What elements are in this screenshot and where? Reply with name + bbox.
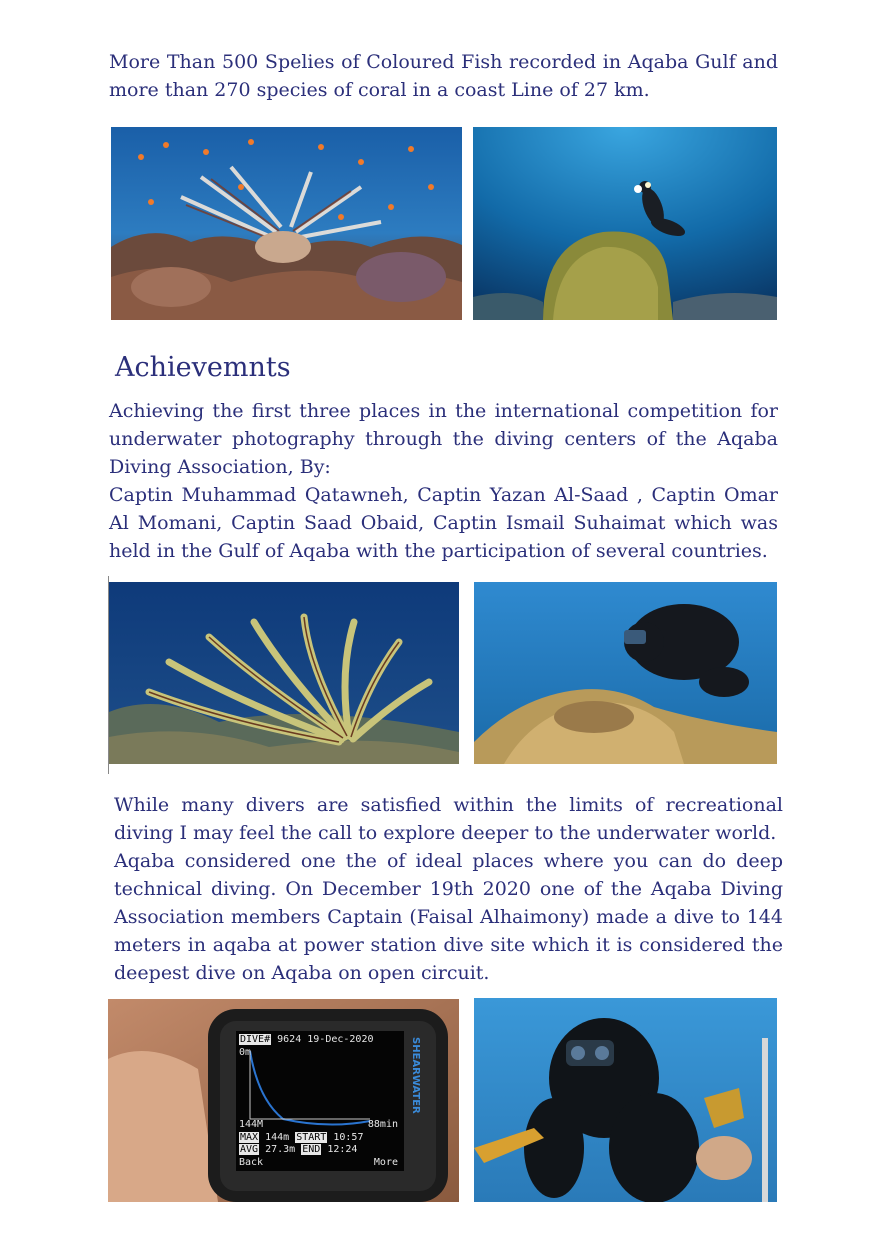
- dive-label: DIVE#: [240, 1034, 271, 1045]
- max-depth-axis-label: 144M: [239, 1119, 264, 1130]
- duration-label: 88min: [367, 1119, 398, 1130]
- achievements-paragraph-1: Achieving the first three places in the international competition for underwater photography through the diving centers of the Aqaba Diving Association, By:: [109, 400, 778, 478]
- lionfish-reef-photo: [111, 127, 462, 320]
- end-time: 12:24: [327, 1144, 358, 1155]
- deep-dive-paragraph-2: Aqaba considered one the of ideal places where you can do deep technical diving. On December 19th 2020 one of the Aqaba Diving Association members Captain (Faisal Alhaimony) made a dive to 144 meters in aqaba at power station dive site which it is considered the deepest dive on Aqaba on open circuit.: [114, 850, 783, 984]
- achievements-paragraph-2: Captin Muhammad Qatawneh, Captin Yazan Al-Saad , Captin Omar Al Momani, Captin Saad Obaid, Captin Ismail Suhaimat which was held in the Gulf of Aqaba with the participation of several countries.: [109, 484, 778, 562]
- technical-diver-photo: [474, 998, 777, 1202]
- dive-computer-screen: [236, 1031, 404, 1171]
- avg-label: AVG: [240, 1144, 259, 1155]
- start-label: START: [296, 1132, 327, 1143]
- avg-value: 27.3m: [265, 1144, 296, 1155]
- dive-number: 9624: [277, 1034, 302, 1045]
- achievements-heading: Achievemnts: [115, 352, 291, 383]
- end-label: END: [302, 1144, 321, 1155]
- deep-dive-paragraph-1: While many divers are satisfied within the limits of recreational diving I may feel the call to explore deeper to the underwater world.: [114, 794, 783, 844]
- diver-coral-photo: [473, 127, 777, 320]
- shearwater-logo: SHEARWATER: [410, 1037, 421, 1114]
- fan-worm-photo: [109, 582, 459, 764]
- dive-computer-photo: [108, 999, 459, 1202]
- back-label: Back: [239, 1157, 264, 1168]
- more-label: More: [373, 1157, 398, 1168]
- surface-depth-label: 0m: [239, 1047, 252, 1058]
- diver-scorpionfish-photo: [474, 582, 777, 764]
- max-value: 144m: [265, 1132, 290, 1143]
- max-label: MAX: [240, 1132, 259, 1143]
- intro-text: More Than 500 Spelies of Coloured Fish recorded in Aqaba Gulf and more than 270 species of coral in a coast Line of 27 km.: [109, 51, 778, 101]
- start-time: 10:57: [333, 1132, 364, 1143]
- dive-date: 19-Dec-2020: [307, 1034, 374, 1045]
